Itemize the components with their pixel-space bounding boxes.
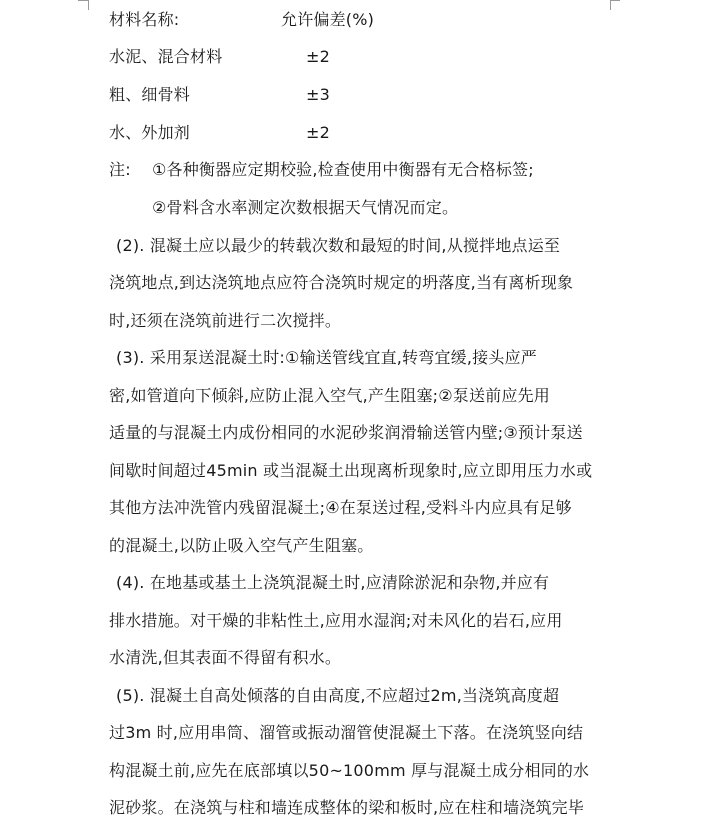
paragraph-4-line-1: (4). 在地基或基土上浇筑混凝土时,应清除淤泥和杂物,并应有 (116, 573, 550, 592)
paragraph-2-line-1: (2). 混凝土应以最少的转载次数和最短的时间,从搅拌地点运至 (116, 236, 561, 255)
table-row-name: 水、外加剂 (109, 123, 191, 142)
note-item-2: ②骨料含水率测定次数根据天气情况而定。 (152, 198, 459, 217)
paragraph-4-line-3: 水清洗,但其表面不得留有积水。 (109, 648, 342, 667)
table-row-value: ±2 (306, 123, 330, 142)
paragraph-5-line-4: 泥砂浆。在浇筑与柱和墙连成整体的梁和板时,应在柱和墙浇筑完毕 (109, 798, 585, 817)
table-header-name: 材料名称: (109, 10, 180, 29)
corner-mark-right-h (610, 0, 620, 1)
table-row-name: 粗、细骨料 (109, 85, 191, 104)
corner-mark-right (610, 0, 611, 10)
paragraph-3-line-4: 间歇时间超过45min 或当混凝土出现离析现象时,应立即用压力水或 (109, 461, 593, 480)
table-row-value: ±3 (306, 85, 330, 104)
paragraph-4-line-2: 排水措施。对干燥的非粘性土,应用水湿润;对未风化的岩石,应用 (109, 611, 563, 630)
paragraph-3-line-3: 适量的与混凝土内成份相同的水泥砂浆润滑输送管内壁;③预计泵送 (109, 423, 583, 442)
table-row-name: 水泥、混合材料 (109, 47, 223, 66)
table-header-tolerance: 允许偏差(%) (281, 10, 375, 29)
paragraph-3-line-2: 密,如管道向下倾斜,应防止混入空气,产生阻塞;②泵送前应先用 (109, 386, 550, 405)
corner-mark-left (88, 0, 89, 10)
paragraph-3-line-1: (3). 采用泵送混凝土时:①输送管线宜直,转弯宜缓,接头应严 (116, 348, 537, 367)
paragraph-2-line-2: 浇筑地点,到达浇筑地点应符合浇筑时规定的坍落度,当有离析现象 (109, 273, 574, 292)
paragraph-3-line-5: 其他方法冲洗管内残留混凝土;④在泵送过程,受料斗内应具有足够 (109, 498, 572, 517)
notes-label: 注: (109, 160, 131, 179)
paragraph-2-line-3: 时,还须在浇筑前进行二次搅拌。 (109, 311, 342, 330)
paragraph-5-line-1: (5). 混凝土自高处倾落的自由高度,不应超过2m,当浇筑高度超 (116, 686, 560, 705)
note-item-1: ①各种衡器应定期校验,检查使用中衡器有无合格标签; (152, 160, 534, 179)
paragraph-5-line-2: 过3m 时,应用串筒、溜管或振动溜管使混凝土下落。在浇筑竖向结 (109, 723, 584, 742)
table-row-value: ±2 (306, 47, 330, 66)
paragraph-5-line-3: 构混凝土前,应先在底部填以50~100mm 厚与混凝土成分相同的水 (109, 761, 590, 780)
corner-mark-left-h (78, 0, 88, 1)
paragraph-3-line-6: 的混凝土,以防止吸入空气产生阻塞。 (109, 536, 374, 555)
